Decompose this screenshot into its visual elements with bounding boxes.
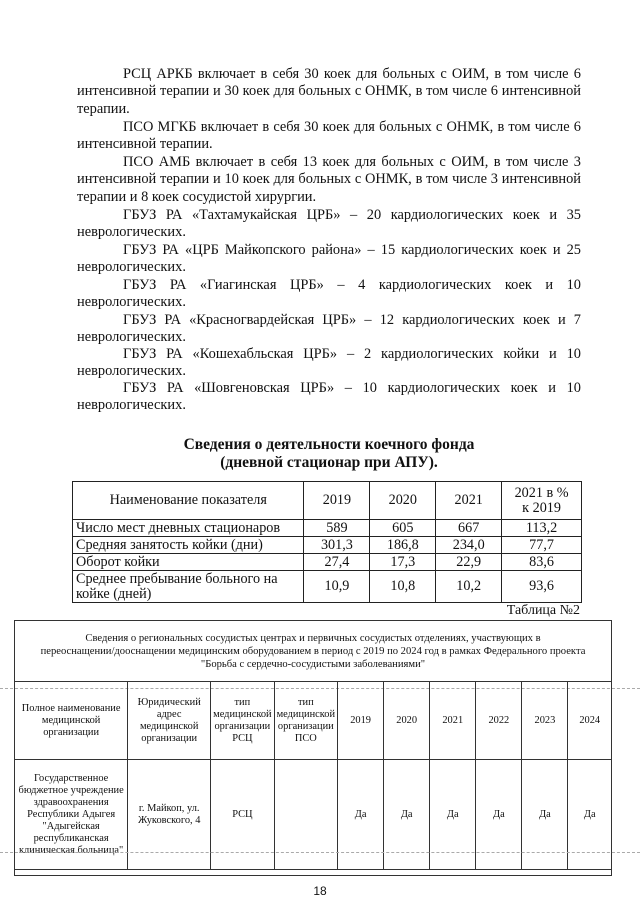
paragraph-giaginskaya: ГБУЗ РА «Гиагинская ЦРБ» – 4 кардиологических коек и 10 неврологических. (77, 277, 581, 311)
cell-2021: 22,9 (436, 554, 502, 571)
table2-title-line1: Сведения о региональных сосудистых центрах и первичных сосудистых отделениях, участвующих в (85, 633, 541, 644)
vascular-centers-table (14, 681, 612, 870)
cell-type-pso (274, 760, 337, 870)
section-title-line1: Сведения о деятельности коечного фонда (183, 436, 475, 453)
table2-title-line3: "Борьба с сердечно-сосудистыми заболеваниями" (200, 659, 426, 670)
paragraph-takhtamukay: ГБУЗ РА «Тахтамукайская ЦРБ» – 20 кардиологических коек и 35 неврологических. (77, 207, 581, 241)
cell-2021: 667 (436, 520, 502, 537)
cell-2021: 234,0 (436, 537, 502, 554)
cell-legal-address: г. Майкоп, ул. Жуковского, 4 (128, 760, 211, 870)
bed-fund-table (72, 481, 582, 603)
page-number: 18 (313, 884, 327, 898)
header-type-rsc: тип медицинской организации РСЦ (211, 682, 274, 760)
row-label: Средняя занятость койки (дни) (73, 537, 304, 554)
cell-org-name: Государственное бюджетное учреждение здравоохранения Республики Адыгея "Адыгейская республиканская клиническая больница" (15, 760, 128, 870)
header-percent (502, 482, 582, 520)
table-header-row (73, 482, 582, 520)
paragraph-pso-amb: ПСО АМБ включает в себя 13 коек для больных с ОИМ, в том числе 3 интенсивной терапии и 10 коек для больных с ОНМК, в том числе 3 интенсивной терапии и 8 коек сосудистой хирургии. (77, 154, 581, 205)
header-year-2022: 2022 (476, 682, 522, 760)
cell-year-2020: Да (384, 760, 430, 870)
section-title (77, 436, 581, 472)
vascular-centers-table-title (14, 632, 612, 671)
section-title-line2: (дневной стационар при АПУ). (220, 454, 438, 471)
cell-year-2024: Да (568, 760, 612, 870)
header-legal-address: Юридический адрес медицинской организации (128, 682, 211, 760)
cell-2020: 10,8 (370, 571, 436, 603)
table2-header-row (15, 682, 612, 760)
header-org-name: Полное наименование медицинской организации (15, 682, 128, 760)
cell-2019: 10,9 (304, 571, 370, 603)
cell-year-2022: Да (476, 760, 522, 870)
header-percent-line2: к 2019 (522, 499, 561, 516)
cell-type-rsc: РСЦ (211, 760, 274, 870)
cell-2019: 589 (304, 520, 370, 537)
paragraph-shovgenovskaya: ГБУЗ РА «Шовгеновская ЦРБ» – 10 кардиологических коек и 10 неврологических. (77, 380, 581, 414)
scan-fold-line-bottom (0, 852, 640, 853)
header-year-2024: 2024 (568, 682, 612, 760)
cell-2020: 605 (370, 520, 436, 537)
cell-2021: 10,2 (436, 571, 502, 603)
cell-year-2023: Да (522, 760, 568, 870)
header-indicator: Наименование показателя (73, 482, 304, 520)
cell-year-2021: Да (430, 760, 476, 870)
paragraph-koshekhablskaya: ГБУЗ РА «Кошехабльская ЦРБ» – 2 кардиологических койки и 10 неврологических. (77, 346, 581, 380)
row-label: Среднее пребывание больного на койке (дней) (73, 571, 304, 603)
header-year-2020: 2020 (384, 682, 430, 760)
table-row (73, 571, 582, 603)
table-row (73, 520, 582, 537)
cell-year-2019: Да (338, 760, 384, 870)
table-number-label: Таблица №2 (506, 603, 580, 618)
table2-title-line2: переоснащении/дооснащении медицинским оборудованием в период с 2019 по 2024 год в рамках Федерального проекта (40, 646, 586, 657)
paragraph-krasnogvardeyskaya: ГБУЗ РА «Красногвардейская ЦРБ» – 12 кардиологических коек и 7 неврологических. (77, 312, 581, 346)
row-label: Число мест дневных стационаров (73, 520, 304, 537)
cell-percent: 113,2 (502, 520, 582, 537)
cell-percent: 93,6 (502, 571, 582, 603)
header-year-2023: 2023 (522, 682, 568, 760)
header-2019: 2019 (304, 482, 370, 520)
header-percent-line1: 2021 в % (514, 484, 569, 501)
cell-2019: 27,4 (304, 554, 370, 571)
paragraph-maykop-district: ГБУЗ РА «ЦРБ Майкопского района» – 15 кардиологических коек и 25 неврологических. (77, 242, 581, 276)
cell-2020: 17,3 (370, 554, 436, 571)
row-label: Оборот койки (73, 554, 304, 571)
header-year-2021: 2021 (430, 682, 476, 760)
paragraph-pso-mgkb: ПСО МГКБ включает в себя 30 коек для больных с ОНМК, в том числе 6 интенсивной терапии. (77, 119, 581, 153)
cell-percent: 77,7 (502, 537, 582, 554)
header-type-pso: тип медицинской организации ПСО (274, 682, 337, 760)
cell-2019: 301,3 (304, 537, 370, 554)
paragraph-rsc-arkb: РСЦ АРКБ включает в себя 30 коек для больных с ОИМ, в том числе 6 интенсивной терапии и 30 коек для больных с ОНМК, в том числе 6 интенсивной терапии. (77, 66, 581, 117)
cell-2020: 186,8 (370, 537, 436, 554)
cell-percent: 83,6 (502, 554, 582, 571)
header-2021: 2021 (436, 482, 502, 520)
header-2020: 2020 (370, 482, 436, 520)
table-row (73, 537, 582, 554)
table-row (73, 554, 582, 571)
table-row (15, 760, 612, 870)
header-year-2019: 2019 (338, 682, 384, 760)
